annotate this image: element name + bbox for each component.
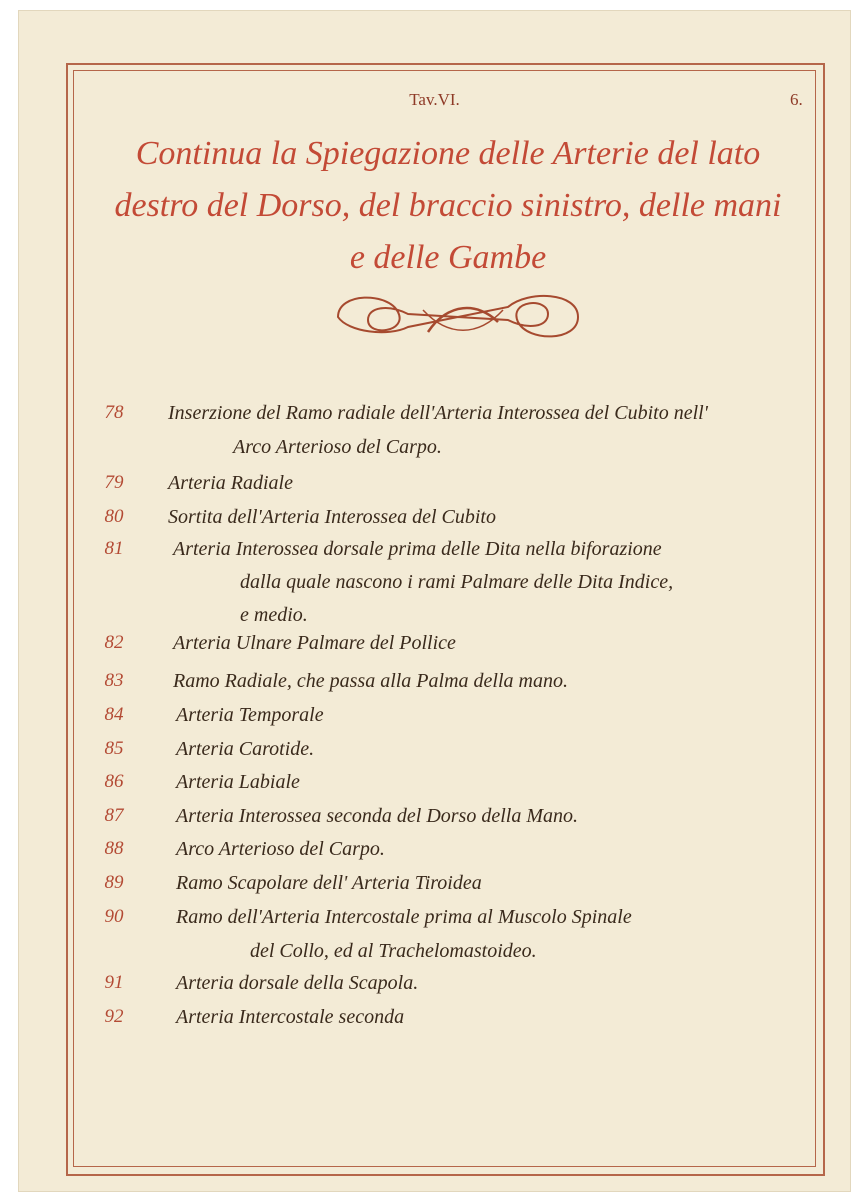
entry-number: 83 [104,670,124,691]
entry-text: del Collo, ed al Trachelomastoideo. [250,940,537,962]
entry-number: 90 [104,906,124,927]
entry-text: Arteria Interossea seconda del Dorso della Mano. [176,805,578,827]
entry-number: 82 [104,632,124,653]
entry-text: Ramo Radiale, che passa alla Palma della mano. [173,670,568,692]
entry-number: 80 [104,506,124,527]
entry-text: Arteria Temporale [176,704,324,726]
title-line-2: destro del Dorso, del braccio sinistro, delle mani [114,187,782,224]
entry-text: Arco Arterioso del Carpo. [176,838,385,860]
plate-label: Tav.VI. [409,90,460,109]
entry-text: Arteria Radiale [168,472,293,494]
entry-text: Sortita dell'Arteria Interossea del Cubito [168,506,496,528]
manuscript-page [18,10,851,1192]
entry-number: 84 [104,704,124,725]
entry-text: Arteria Labiale [176,771,300,793]
page-title [98,128,798,284]
page-number: 6. [790,90,803,109]
decorative-flourish [328,282,588,352]
entry-number: 85 [104,738,124,759]
entry-number: 87 [104,805,124,826]
entry-number: 92 [104,1006,124,1027]
entry-number: 89 [104,872,124,893]
entry-text: Ramo dell'Arteria Intercostale prima al Muscolo Spinale [176,906,632,928]
title-line-3: e delle Gambe [349,239,547,276]
entry-text: Arteria Ulnare Palmare del Pollice [173,632,456,654]
title-line-1: Continua la Spiegazione delle Arterie del lato [135,135,761,172]
entry-number: 91 [104,972,124,993]
entry-number: 79 [104,472,124,493]
entry-text: Arteria Intercostale seconda [176,1006,405,1028]
entry-text: Arco Arterioso del Carpo. [233,436,442,458]
entry-number: 78 [104,402,124,423]
entry-number: 88 [104,838,124,859]
entry-text: Arteria Carotide. [176,738,315,760]
entry-text: Inserzione del Ramo radiale dell'Arteria Interossea del Cubito nell' [168,402,708,424]
entry-number: 81 [104,538,124,559]
entry-number: 86 [104,771,124,792]
entry-text: e medio. [240,604,308,626]
entry-text: Ramo Scapolare dell' Arteria Tiroidea [176,872,482,894]
entry-text: dalla quale nascono i rami Palmare delle Dita Indice, [240,571,674,593]
entry-text: Arteria Interossea dorsale prima delle Dita nella biforazione [173,538,662,560]
entry-text: Arteria dorsale della Scapola. [176,972,419,994]
